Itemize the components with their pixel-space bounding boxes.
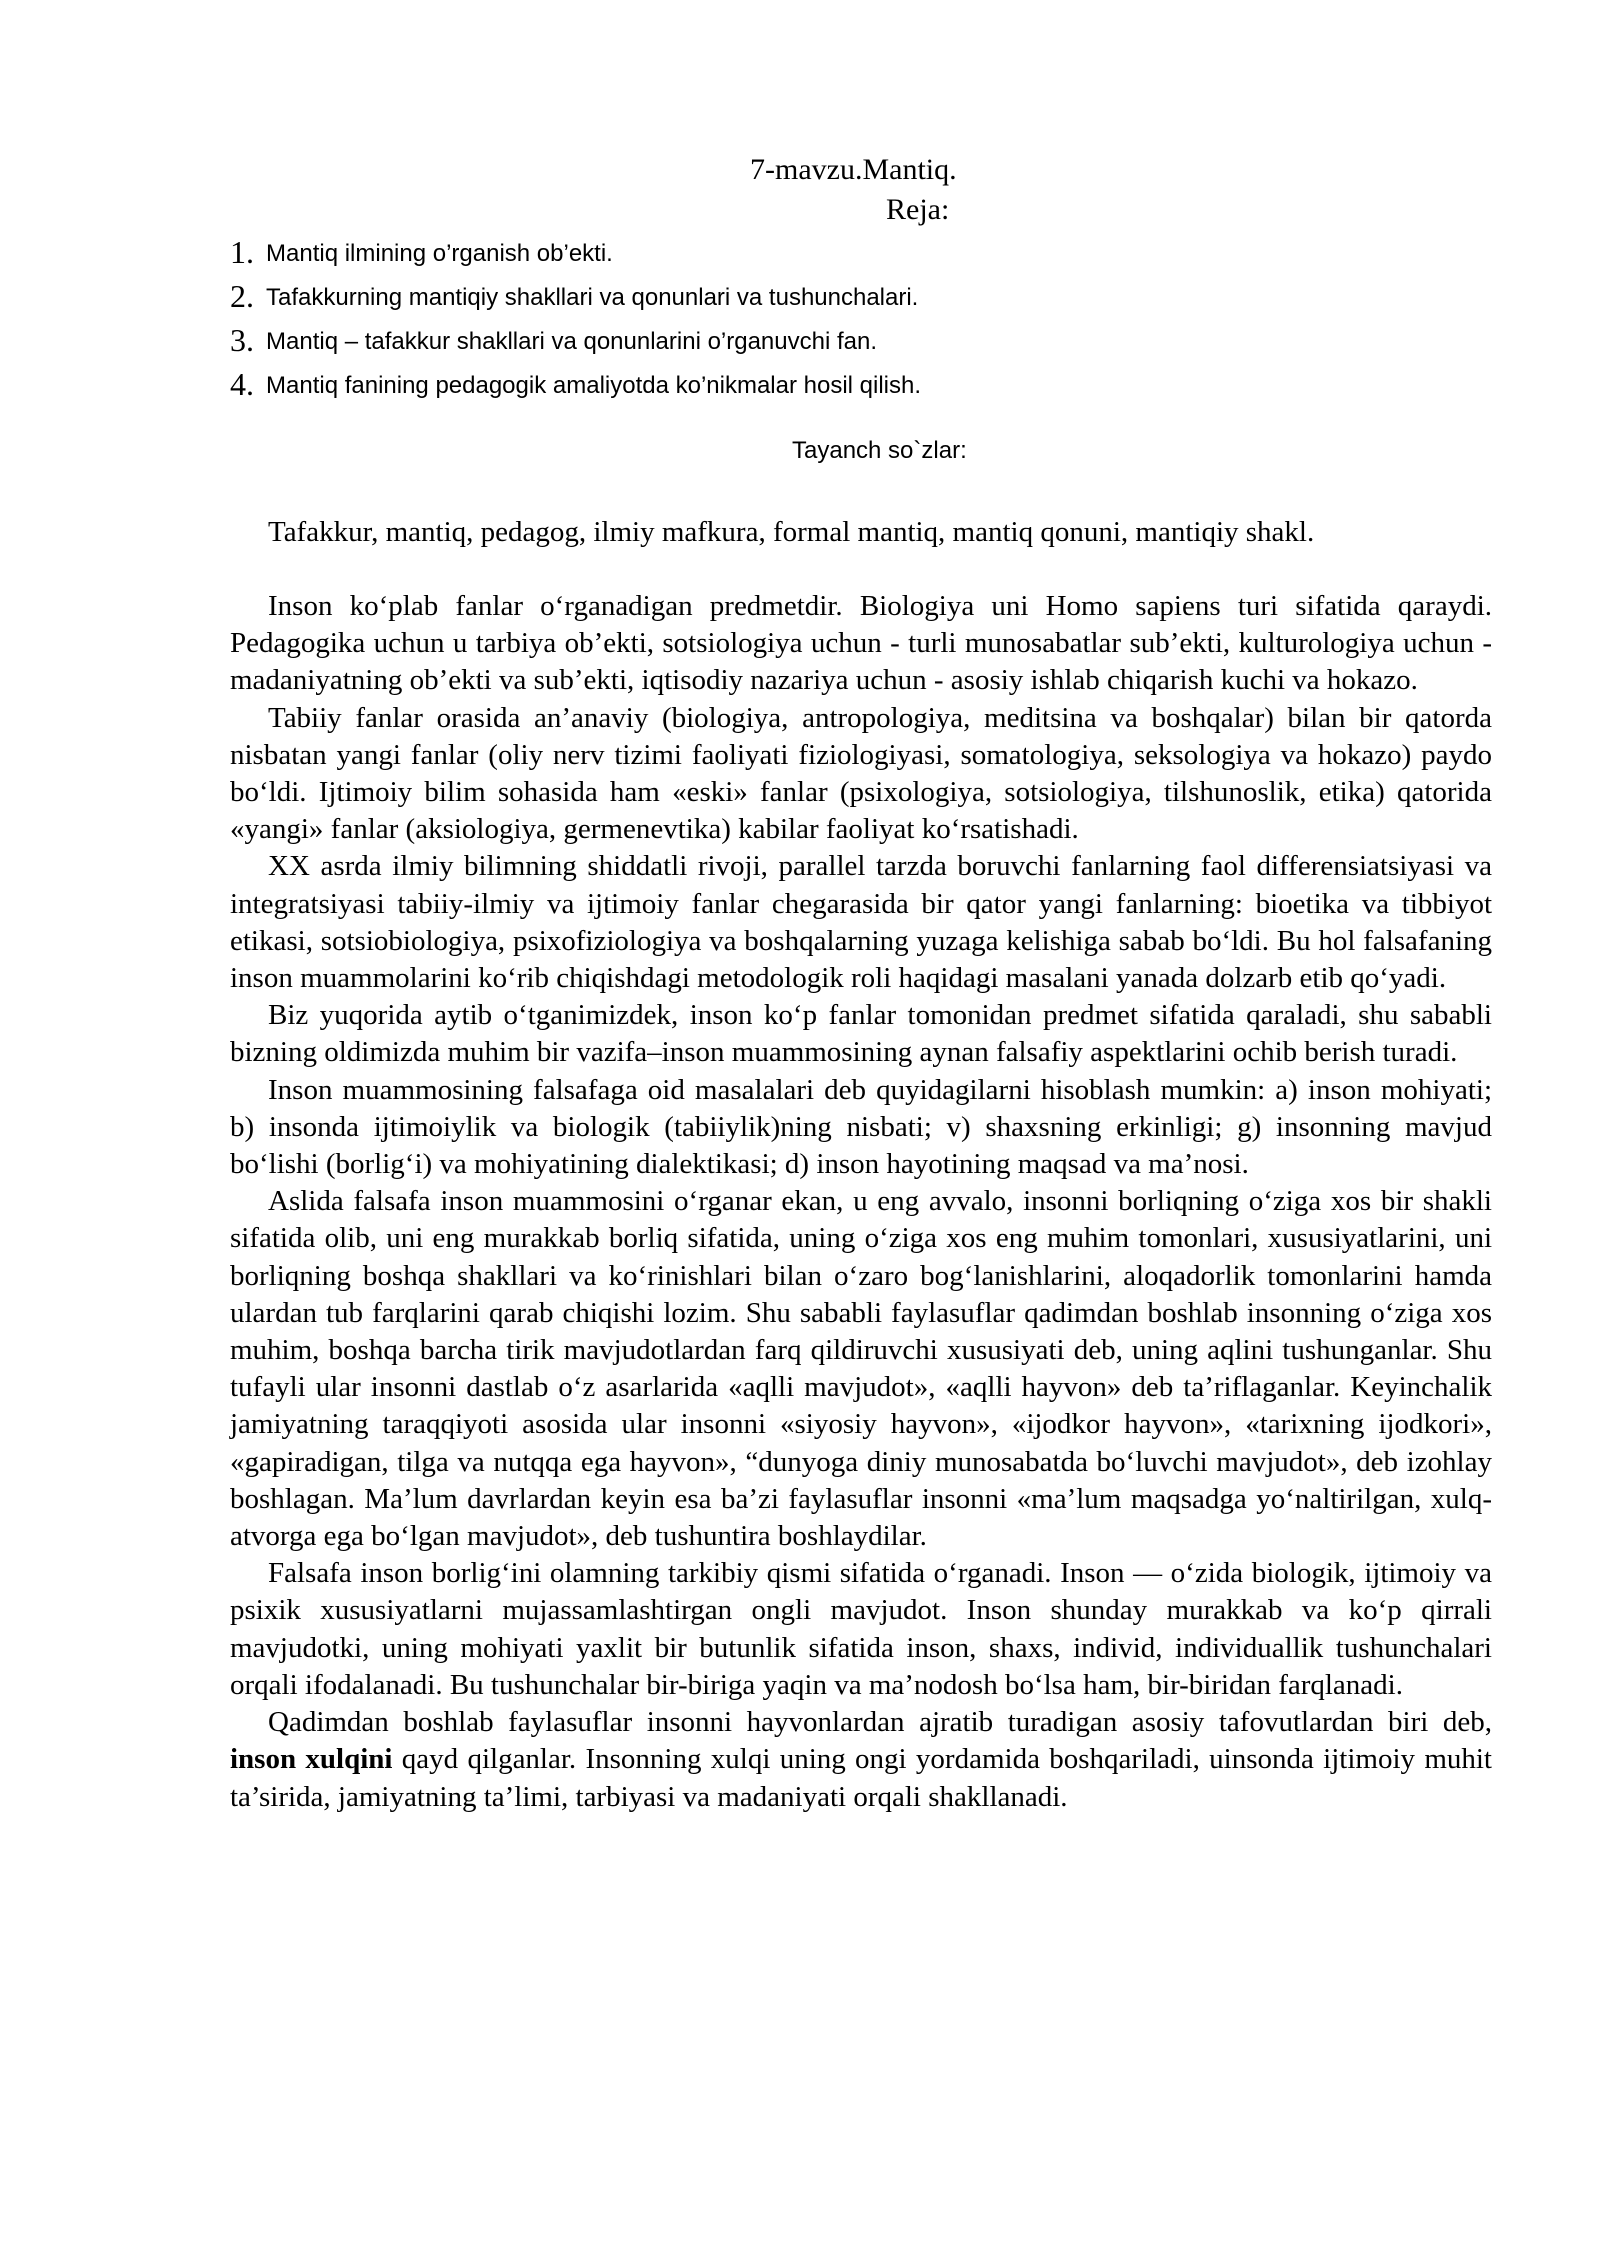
- paragraph: Inson muammosining falsafaga oid masalalari deb quyidagilarni hisoblash mumkin: a) inson mohiyati; b) insonda ijtimoiylik va biologik (tabiiylik)ning nisbati; v) shaxsning erkinligi; g) insonning mavjud bo‘lishi (borlig‘i) va mohiyatining dialektikasi; d) inson hayotining maqsad va ma’nosi.: [230, 1073, 1492, 1181]
- plan-item: [230, 318, 1130, 362]
- plan-item-text: Mantiq – tafakkur shakllari va qonunlarini o’rganuvchi fan.: [266, 328, 878, 355]
- plan-list: [230, 230, 1130, 406]
- body-text: [230, 588, 1492, 1816]
- plan-heading: Reja:: [886, 193, 950, 226]
- keywords-heading: Tayanch so`zlar:: [792, 437, 967, 464]
- plan-item-text: Mantiq fanining pedagogik amaliyotda ko’nikmalar hosil qilish.: [266, 372, 922, 399]
- paragraph: [230, 1704, 1492, 1816]
- keywords-text: Tafakkur, mantiq, pedagog, ilmiy mafkura, formal mantiq, mantiq qonuni, mantiqiy shakl.: [268, 516, 1315, 548]
- plan-item: [230, 274, 1130, 318]
- paragraph: Aslida falsafa inson muammosini o‘rganar ekan, u eng avvalo, insonni borliqning o‘ziga xos bir shakli sifatida olib, uni eng murakkab borliq sifatida, uning o‘ziga xos eng muhim tomonlari, xususiyatlarini, uni borliqning boshqa shakllari va ko‘rinishlari bilan o‘zaro bog‘lanishlarini, aloqadorlik tomonlarini hamda ulardan tub farqlarini qarab chiqishi lozim. Shu sababli faylasuflar qadimdan boshlab insonning o‘ziga xos muhim, boshqa barcha tirik mavjudotlardan farq qildiruvchi xususiyati deb, uning aqlini tushunganlar. Shu tufayli ular insonni dastlab o‘z asarlarida «aqlli mavjudot», «aqlli hayvon» deb ta’riflaganlar. Keyinchalik jamiyatning taraqqiyoti asosida ular insonni «siyosiy hayvon», «ijodkor hayvon», «tarixning ijodkori», «gapiradigan, tilga va nutqqa ega hayvon», “dunyoga diniy munosabatda bo‘luvchi mavjudot», deb izohlay boshlagan. Ma’lum davrlardan keyin esa ba’zi faylasuflar insonni «ma’lum maqsadga yo‘naltirilgan, xulq-atvorga ega bo‘lgan mavjudot», deb tushuntira boshlaydilar.: [230, 1185, 1492, 1553]
- plan-item-number: 4.: [230, 366, 254, 402]
- paragraph-text: Qadimdan boshlab faylasuflar insonni hayvonlardan ajratib turadigan asosiy tafovutlardan biri deb,: [268, 1706, 1492, 1739]
- paragraph: XX asrda ilmiy bilimning shiddatli rivoji, parallel tarzda boruvchi fanlarning faol differensiatsiyasi va integratsiyasi tabiiy-ilmiy va ijtimoiy fanlar chegarasida bir qator yangi fanlarning: bioetika va tibbiyot etikasi, sotsiobiologiya, psixofiziologiya va boshqalarning yuzaga kelishiga sabab bo‘ldi. Bu hol falsafaning inson muammolarini ko‘rib chiqishdagi metodologik roli haqidagi masalani yanada dolzarb etib qo‘yadi.: [230, 850, 1492, 995]
- plan-item: [230, 362, 1130, 406]
- plan-item: [230, 230, 1130, 274]
- plan-item-number: 2.: [230, 278, 254, 314]
- bold-term: inson xulqini: [230, 1743, 393, 1776]
- paragraph: Inson ko‘plab fanlar o‘rganadigan predmetdir. Biologiya uni Homo sapiens turi sifatida qaraydi. Pedagogika uchun u tarbiya ob’ekti, sotsiologiya uchun - turli munosabatlar sub’ekti, kulturologiya uchun - madaniyatning ob’ekti va sub’ekti, iqtisodiy nazariya uchun - asosiy ishlab chiqarish kuchi va hokazo.: [230, 590, 1492, 697]
- paragraph-text: qayd qilganlar. Insonning xulqi uning ongi yordamida boshqariladi, uinsonda ijtimoiy muhit ta’sirida, jamiyatning ta’limi, tarbiyasi va madaniyati orqali shakllanadi.: [230, 1743, 1492, 1813]
- plan-item-text: Mantiq ilmining o’rganish ob’ekti.: [266, 240, 613, 267]
- page-title: 7-mavzu.Mantiq.: [750, 153, 957, 186]
- plan-item-text: Tafakkurning mantiqiy shakllari va qonunlari va tushunchalari.: [266, 284, 919, 311]
- paragraph: Falsafa inson borlig‘ini olamning tarkibiy qismi sifatida o‘rganadi. Inson — o‘zida biologik, ijtimoiy va psixik xususiyatlarni mujassamlashtirgan ongli mavjudot. Inson shunday murakkab va ko‘p qirrali mavjudotki, uning mohiyati yaxlit bir butunlik sifatida inson, shaxs, individ, individuallik tushunchalari orqali ifodalanadi. Bu tushunchalar bir-biriga yaqin va ma’nodosh bo‘lsa ham, bir-biridan farqlanadi.: [230, 1557, 1492, 1701]
- paragraph: Biz yuqorida aytib o‘tganimizdek, inson ko‘p fanlar tomonidan predmet sifatida qaraladi, shu sababli bizning oldimizda muhim bir vazifa–inson muammosining aynan falsafiy aspektlarini ochib berish turadi.: [230, 999, 1492, 1069]
- plan-item-number: 3.: [230, 322, 254, 358]
- plan-item-number: 1.: [230, 234, 254, 270]
- paragraph: Tabiiy fanlar orasida an’anaviy (biologiya, antropologiya, meditsina va boshqalar) bilan bir qatorda nisbatan yangi fanlar (oliy nerv tizimi faoliyati fiziologiyasi, somatologiya, seksologiya va hokazo) paydo bo‘ldi. Ijtimoiy bilim sohasida ham «eski» fanlar (psixologiya, sotsiologiya, tilshunoslik, etika) qatorida «yangi» fanlar (aksiologiya, germenevtika) kabilar faoliyat ko‘rsatishadi.: [230, 701, 1492, 846]
